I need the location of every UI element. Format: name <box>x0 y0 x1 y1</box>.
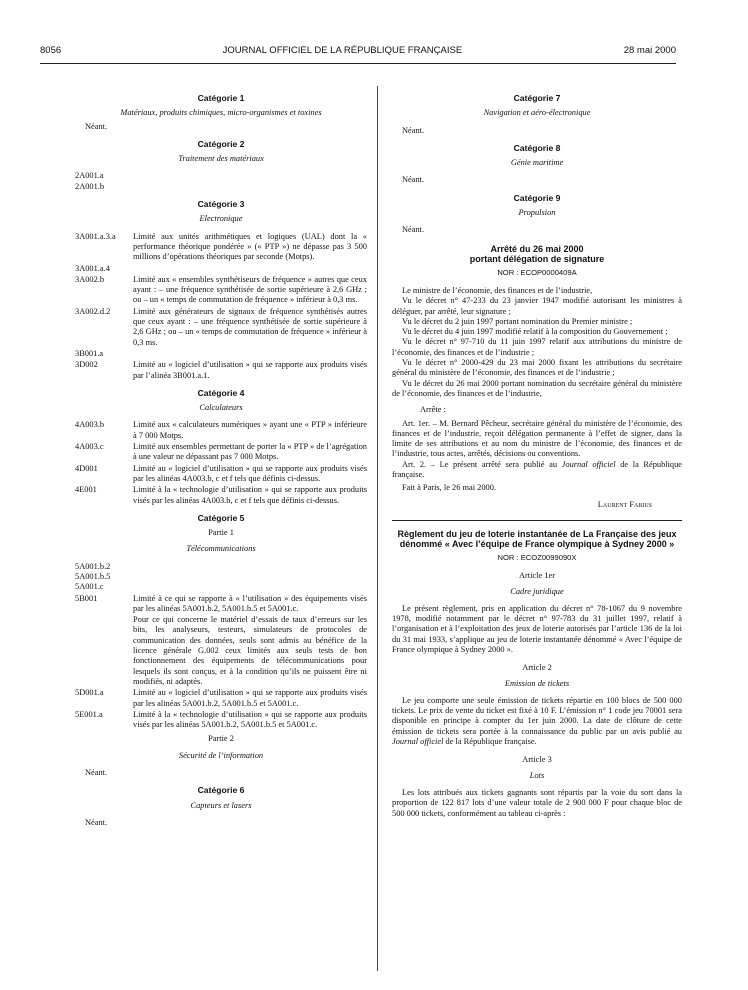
category-8-title: Catégorie 8 <box>513 142 561 153</box>
entry-code: 5B001 <box>75 593 98 603</box>
entry-row <box>75 232 367 263</box>
entry-code: 3A002.b <box>75 274 105 284</box>
arrete-article-1: Art. 1er. – M. Bernard Pêcheur, secrétaire général du ministère de l’économie, des finances et de l’industrie, reçoit délégation permanente à l’effet de signer, dans la limite de ses attributions et au nom du ministre de l’économie, des finances et de l’industrie, tous actes, arrêtés, décisions ou conventions. <box>392 418 682 459</box>
category-7-title: Catégorie 7 <box>513 93 561 103</box>
category-7-subtitle: Navigation et aéro-électronique <box>483 108 591 118</box>
article-1-text: Le présent règlement, pris en application du décret n° 78-1067 du 9 novembre 1978, modifié notamment par le décret n° 97-783 du 31 juillet 1997, relatif à l’organisation et à l’exploitation des jeux de loterie autorisés par l’article 136 de la loi du 31 mai 1933, s’applique au jeu de loterie instantanée dénommé « Avec l’équipe de France olympique à Sydney 2000 ». <box>392 603 682 654</box>
arrete-article-2-italic: Journal officiel <box>561 459 616 469</box>
entry-code: 4A003.c <box>75 442 104 452</box>
entry-text: Limité au « logiciel d’utilisation » qui se rapporte aux produits visés par les alinéas 5A001.b.2, 5A001.b.5 et 5A001.c. <box>133 688 367 708</box>
article-2-text-tail: de la République française. <box>443 737 537 747</box>
category-5-part-1: Partie 1 <box>208 528 234 538</box>
arrete-para: Vu le décret du 26 mai 2000 portant nomination du secrétaire général du ministère de l’économie, des finances et de l’industrie, <box>392 378 682 398</box>
page-header <box>40 40 676 56</box>
article-1-heading: Article 1er <box>518 571 556 581</box>
category-9-subtitle: Propulsion <box>518 208 556 218</box>
category-1-title: Catégorie 1 <box>197 93 245 103</box>
category-6-title: Catégorie 6 <box>197 785 245 796</box>
code-2a001b: 2A001.b <box>75 181 105 191</box>
entry-text: Pour ce qui concerne le matériel d’essais de taux d’erreurs sur les bits, les analyseurs, testeurs, simulateurs de protocoles de communication des données, seuls sont admis au bénéfice de la licence générale G.002 ceux limités aux seuls tests de bon fonctionnement des équipements de télécommunications pour lesquels ils sont conçus, et à la condition qu’ils ne puissent être ni modifiés, ni adaptés. <box>133 615 367 686</box>
article-1-subtitle: Cadre juridique <box>510 586 564 596</box>
code-5a001c: 5A001.c <box>75 582 104 592</box>
arrete-para: Vu le décret n° 2000-429 du 23 mai 2000 fixant les attributions du secrétaire général du ministère de l’économie, des finances et de l’industrie ; <box>392 358 682 378</box>
entry-row <box>75 485 367 506</box>
category-3-subtitle: Electronique <box>199 214 243 224</box>
category-4-subtitle: Calculateurs <box>199 403 243 413</box>
entry-code: 5D001.a <box>75 688 104 698</box>
journal-title: JOURNAL OFFICIEL DE LA RÉPUBLIQUE FRANÇAISE <box>222 45 463 56</box>
arrete-signature: Laurent Fabius <box>597 499 652 509</box>
entry-code: 4A003.b <box>75 420 105 430</box>
entry-code: 3A002.d.2 <box>75 306 111 316</box>
entry-row <box>75 615 367 687</box>
article-2-text <box>392 696 682 747</box>
arrete-para: Vu le décret n° 97-710 du 11 juin 1997 relatif aux attributions du ministre de l’économie, des finances et de l’industrie ; <box>392 337 682 357</box>
arrete-nor: NOR : ECOP0000409A <box>497 267 577 277</box>
entry-text: Limité aux unités arithmétiques et logiques (UAL) dont la « performance théorique pondérée » (« PTP ») ne dépasse pas 3 500 millions d’opérations théoriques par seconde (Motps). <box>133 231 367 262</box>
entry-text <box>133 349 367 359</box>
category-8-subtitle: Génie maritime <box>510 158 564 168</box>
entry-code: 3A001.a.3.a <box>75 231 116 241</box>
category-6-subtitle: Capteurs et lasers <box>190 800 252 810</box>
code-2a001a: 2A001.a <box>75 171 104 181</box>
section-rule <box>392 520 682 521</box>
entry-row <box>75 349 367 359</box>
entry-text <box>133 264 367 274</box>
article-2-text-italic: Journal officiel <box>392 737 444 747</box>
left-column <box>75 86 367 832</box>
category-8-neant: Néant. <box>402 175 425 185</box>
entry-row <box>75 275 367 306</box>
entry-code: 4D001 <box>75 463 98 473</box>
entry-row <box>75 307 367 348</box>
entry-row <box>75 264 367 274</box>
arrete-dispositif: Arrête : <box>420 405 446 415</box>
category-5-title: Catégorie 5 <box>197 512 245 523</box>
reglement-nor: NOR : ECOZ0099090X <box>497 552 577 562</box>
arrete-para: Vu le décret n° 47-233 du 23 janvier 1947 modifié autorisant les ministres à déléguer, par arrêté, leur signature ; <box>392 296 682 316</box>
category-2-subtitle: Traitement des matériaux <box>178 154 264 164</box>
entry-text: Limité à la « technologie d’utilisation » qui se rapporte aux produits visés par les alinéas 4A003.b, c et f tels que définis ci-dessus. <box>133 485 367 505</box>
entry-text: Limité aux « calculateurs numériques » ayant une « PTP » inférieure à 7 000 Motps. <box>133 420 367 440</box>
category-5-part-1-subtitle: Télécommunications <box>186 544 256 554</box>
category-9-neant: Néant. <box>402 225 425 235</box>
entry-row <box>75 688 367 709</box>
category-4-title: Catégorie 4 <box>197 387 245 398</box>
entry-row <box>75 442 367 463</box>
code-5a001b2: 5A001.b.2 <box>75 561 111 571</box>
arrete-para: Vu le décret du 2 juin 1997 portant nomination du Premier ministre ; <box>402 316 633 326</box>
column-divider <box>377 86 378 971</box>
entry-row <box>75 594 367 615</box>
category-2-title: Catégorie 2 <box>197 138 245 149</box>
arrete-article-2 <box>392 460 682 481</box>
article-3-subtitle: Lots <box>529 770 545 780</box>
entry-row <box>75 420 367 441</box>
arrete-title-line-2: portant délégation de signature <box>469 254 605 265</box>
page-number: 8056 <box>40 45 62 56</box>
category-6-neant: Néant. <box>85 817 108 827</box>
code-5a001b5: 5A001.b.5 <box>75 571 111 581</box>
category-5-neant: Néant. <box>85 768 108 778</box>
article-3-text: Les lots attribués aux tickets gagnants sont répartis par la voie du sort dans la proportion de 122 817 lots d’une valeur totale de 2 900 000 F pour chaque bloc de 500 000 tickets, conformément au tableau ci-après : <box>392 787 682 818</box>
entry-row <box>75 360 367 381</box>
entry-row <box>75 710 367 731</box>
right-column <box>392 86 682 819</box>
category-5-part-2: Partie 2 <box>208 734 234 744</box>
category-1-subtitle: Matériaux, produits chimiques, micro-organismes et toxines <box>120 108 322 118</box>
issue-date: 28 mai 2000 <box>623 45 676 56</box>
entry-code: 4E001 <box>75 485 97 495</box>
arrete-article-2-tail: de la République française. <box>392 459 683 480</box>
arrete-title <box>392 244 682 265</box>
category-3-title: Catégorie 3 <box>197 199 245 210</box>
entry-code: 3A001.a.4 <box>75 263 110 273</box>
entry-text: Limité à ce qui se rapporte à « l’utilisation » des équipements visés par les alinéas 5A001.b.2, 5A001.b.5 et 5A001.c. <box>133 593 367 613</box>
article-3-heading: Article 3 <box>522 755 552 765</box>
entry-code: 3B001.a <box>75 348 104 358</box>
article-2-heading: Article 2 <box>522 663 552 673</box>
category-7-neant: Néant. <box>402 125 425 135</box>
article-2-text-lead: Le jeu comporte une seule émission de tickets répartie en 100 blocs de 500 000 tickets. Le prix de vente du ticket est fixé à 10 F. L’émission n° 1 code jeu 70001 sera disponible en principe à compter du 1er juin 2000. La date de clôture de cette émission de tickets sera portée à la connaissance du public par un avis publié au <box>392 695 682 736</box>
entry-text: Limité aux générateurs de signaux de fréquence synthétisés autres que ceux ayant : – une fréquence synthétisée de sortie supérieure à 2,6 GHz ; ou – un « temps de commutation de fréquence » inférieur à 0,3 ms. <box>133 306 367 347</box>
header-rule <box>40 63 676 64</box>
entry-text: Limité au « logiciel d’utilisation » qui se rapporte aux produits visés par l’alinéa 3B001.a.1. <box>133 360 367 380</box>
category-1-neant: Néant. <box>85 121 108 131</box>
arrete-fait: Fait à Paris, le 26 mai 2000. <box>402 483 496 493</box>
entry-text: Limité aux « ensembles synthétiseurs de fréquence » autres que ceux ayant : – une fréquence synthétisée de sortie supérieure à 2,6 GHz ; ou – un « temps de commutation de fréquence » inférieur à 0,3 ms. <box>133 274 367 305</box>
article-2-subtitle: Emission de tickets <box>504 678 570 688</box>
entry-text: Limité au « logiciel d’utilisation » qui se rapporte aux produits visés par les alinéas 4A003.b, c et f tels que définis ci-dessus. <box>133 463 367 483</box>
reglement-title: Règlement du jeu de loterie instantanée de La Française des jeux dénommé « Avec l’équipe de France olympique à Sydney 2000 » <box>397 528 677 550</box>
entry-text: Limité aux ensembles permettant de porter la « PTP » de l’agrégation à une valeur ne dépassant pas 7 000 Motps. <box>133 442 367 462</box>
arrete-para: Le ministre de l’économie, des finances et de l’industrie, <box>402 285 593 295</box>
arrete-para: Vu le décret du 4 juin 1997 modifié relatif à la composition du Gouvernement ; <box>402 327 668 337</box>
entry-code: 3D002 <box>75 360 98 370</box>
category-9-title: Catégorie 9 <box>513 192 561 203</box>
entry-code: 5E001.a <box>75 709 103 719</box>
arrete-title-line-1: Arrêté du 26 mai 2000 <box>490 243 584 254</box>
entry-text: Limité à la « technologie d’utilisation » qui se rapporte aux produits visés par les alinéas 5A001.b.2, 5A001.b.5 et 5A001.c. <box>133 709 367 730</box>
category-5-part-2-subtitle: Sécurité de l’information <box>178 750 264 760</box>
entry-row <box>75 464 367 485</box>
arrete-article-2-lead: Art. 2. – Le présent arrêté sera publié au <box>402 459 562 469</box>
